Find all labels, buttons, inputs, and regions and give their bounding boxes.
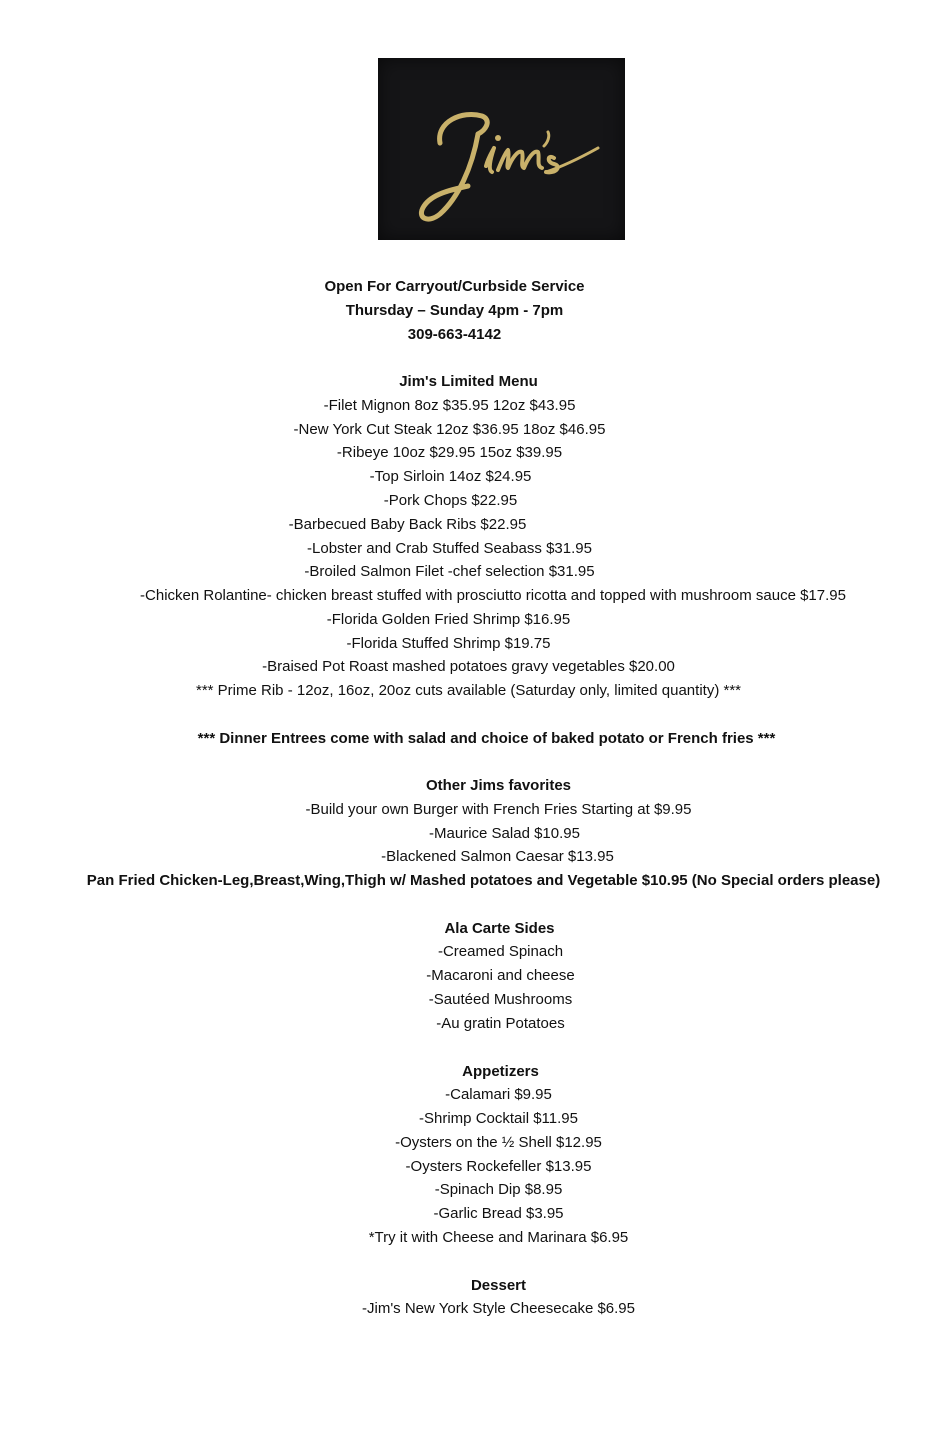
appetizer-item: -Calamari $9.95 (445, 1086, 552, 1103)
service-info-line: Open For Carryout/Curbside Service (324, 278, 585, 295)
menu-item: -Braised Pot Roast mashed potatoes gravy vegetables $20.00 (262, 658, 675, 675)
menu-item: -Florida Stuffed Shrimp $19.75 (346, 635, 551, 652)
menu-item: -Lobster and Crab Stuffed Seabass $31.95 (307, 540, 592, 557)
service-hours: Thursday – Sunday 4pm - 7pm (345, 302, 564, 319)
menu-item: -Build your own Burger with French Fries Starting at $9.95 (305, 801, 692, 818)
menu-item: -Broiled Salmon Filet -chef selection $31.95 (304, 563, 595, 580)
restaurant-logo (378, 58, 625, 240)
appetizer-item: -Spinach Dip $8.95 (434, 1181, 563, 1198)
phone-number: 309-663-4142 (407, 326, 502, 343)
menu-item: -Maurice Salad $10.95 (429, 825, 580, 842)
sides-heading: Ala Carte Sides (444, 920, 555, 937)
menu-item: -Top Sirloin 14oz $24.95 (369, 468, 532, 485)
appetizer-item: -Oysters on the ½ Shell $12.95 (395, 1134, 602, 1151)
appetizer-item: -Shrimp Cocktail $11.95 (419, 1110, 578, 1127)
pan-fried-chicken-special: Pan Fried Chicken-Leg,Breast,Wing,Thigh w/ Mashed potatoes and Vegetable $10.95 (No Special orders please) (86, 872, 881, 889)
appetizers-heading: Appetizers (462, 1063, 539, 1080)
appetizer-item: -Garlic Bread $3.95 (433, 1205, 564, 1222)
menu-item: -Pork Chops $22.95 (383, 492, 518, 509)
menu-item: -Blackened Salmon Caesar $13.95 (381, 848, 614, 865)
appetizer-item: -Oysters Rockefeller $13.95 (405, 1158, 592, 1175)
menu-item: -Chicken Rolantine- chicken breast stuffed with prosciutto ricotta and topped with mushroom sauce $17.95 (140, 587, 846, 604)
side-item: -Au gratin Potatoes (436, 1015, 565, 1032)
appetizer-item: *Try it with Cheese and Marinara $6.95 (368, 1229, 629, 1246)
dessert-item: -Jim's New York Style Cheesecake $6.95 (362, 1300, 635, 1317)
menu-item: -Filet Mignon 8oz $35.95 12oz $43.95 (323, 397, 576, 414)
jims-script-logo-icon (378, 58, 625, 240)
menu-item: -New York Cut Steak 12oz $36.95 18oz $46.95 (293, 421, 606, 438)
menu-item: -Florida Golden Fried Shrimp $16.95 (326, 611, 571, 628)
limited-menu-heading: Jim's Limited Menu (399, 373, 538, 390)
dessert-heading: Dessert (470, 1277, 527, 1294)
prime-rib-note: *** Prime Rib - 12oz, 16oz, 20oz cuts available (Saturday only, limited quantity) *** (196, 682, 741, 699)
side-item: -Sautéed Mushrooms (428, 991, 573, 1008)
entree-note: *** Dinner Entrees come with salad and choice of baked potato or French fries *** (197, 730, 776, 747)
menu-item: -Barbecued Baby Back Ribs $22.95 (288, 516, 527, 533)
menu-item: -Ribeye 10oz $29.95 15oz $39.95 (336, 444, 563, 461)
side-item: -Macaroni and cheese (426, 967, 575, 984)
favorites-heading: Other Jims favorites (425, 777, 572, 794)
side-item: -Creamed Spinach (437, 943, 564, 960)
